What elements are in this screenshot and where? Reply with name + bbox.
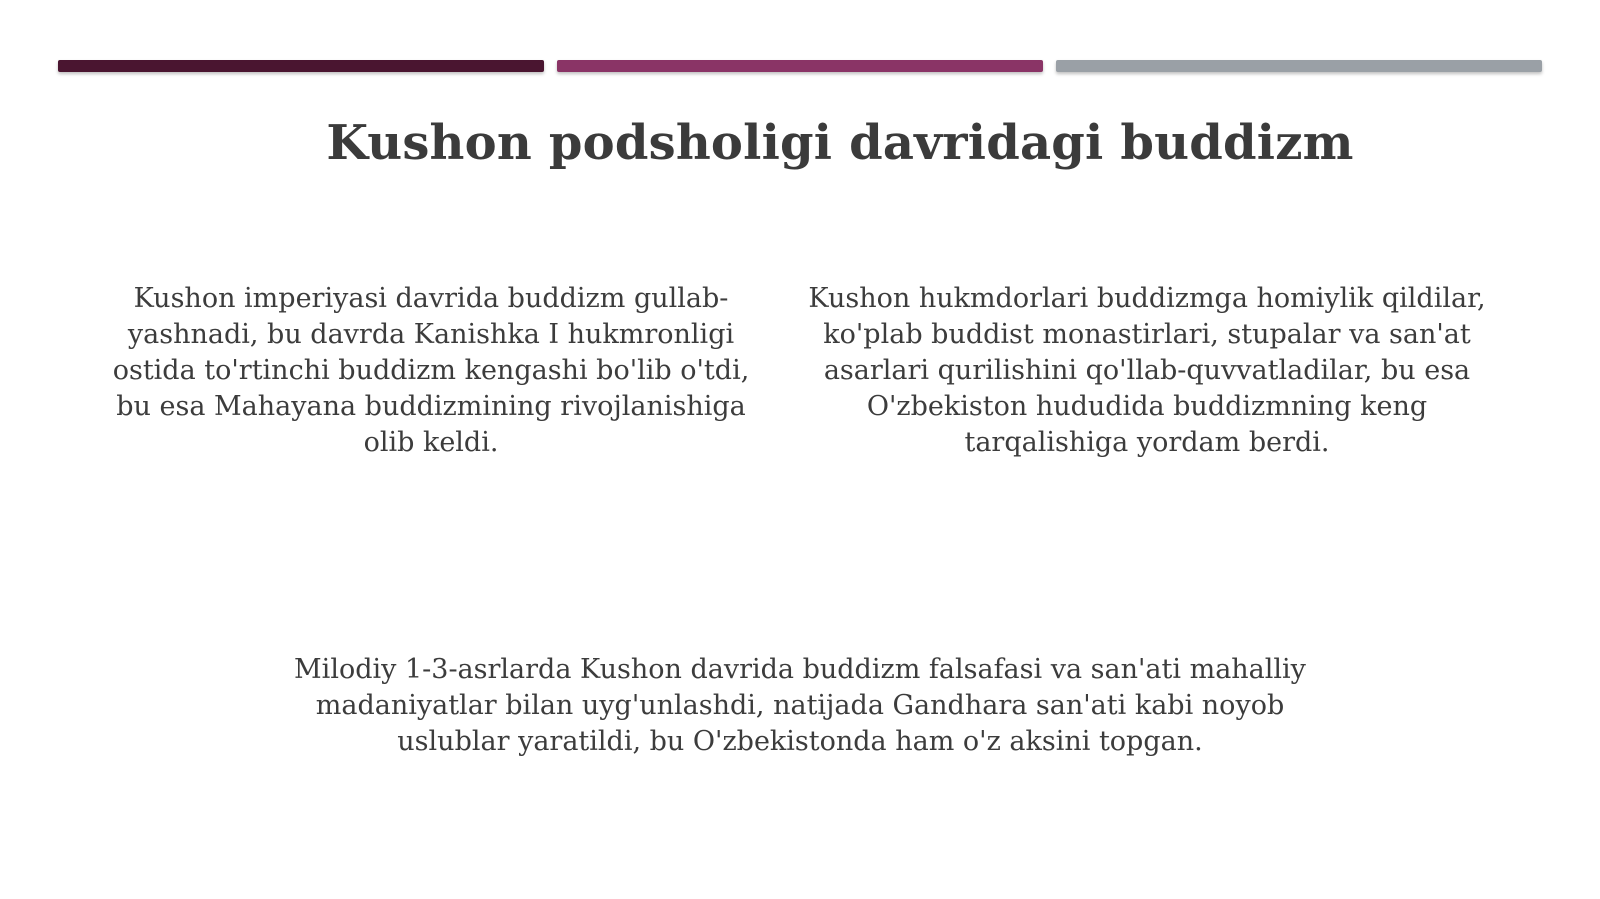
paragraph-right: Kushon hukmdorlari buddizmga homiylik qildilar, ko'plab buddist monastirlari, stupalar va san'at asarlari qurilishini qo'llab-quvvatladilar, bu esa O'zbekiston hududida buddizmning keng tarqalishiga yordam berdi.	[808, 283, 1486, 458]
slide-title: Kushon podsholigi davridagi buddizm	[326, 115, 1354, 171]
accent-bar-magenta	[557, 60, 1043, 72]
paragraph-bottom: Milodiy 1-3-asrlarda Kushon davrida buddizm falsafasi va san'ati mahalliy madaniyatlar bilan uyg'unlashdi, natijada Gandhara san'ati kabi noyob uslublar yaratildi, bu O'zbekistonda ham o'z aksini topgan.	[294, 654, 1306, 757]
accent-bar-gray	[1056, 60, 1542, 72]
accent-bar-dark	[58, 60, 544, 72]
paragraph-left: Kushon imperiyasi davrida buddizm gullab-yashnadi, bu davrda Kanishka I hukmronligi ostida to'rtinchi buddizm kengashi bo'lib o'tdi, bu esa Mahayana buddizmining rivojlanishiga olib keldi.	[112, 283, 750, 458]
